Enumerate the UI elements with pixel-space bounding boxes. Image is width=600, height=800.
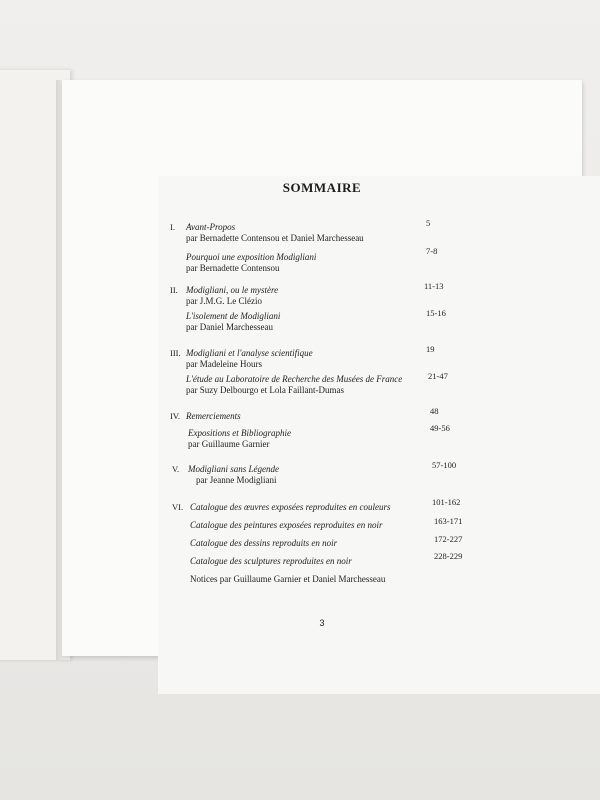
section-number: IV. bbox=[170, 411, 180, 421]
page-number: 3 bbox=[319, 618, 325, 628]
entry-author: par Madeleine Hours bbox=[186, 359, 262, 369]
entry-author: par Bernadette Contensou et Daniel Marchesseau bbox=[186, 233, 364, 243]
entry-title: Catalogue des sculptures reproduites en noir bbox=[190, 556, 352, 566]
entry-pages: 48 bbox=[430, 406, 439, 416]
entry-author: par Suzy Delbourgo et Lola Faillant-Dumas bbox=[186, 385, 345, 395]
entry-title: L'étude au Laboratoire de Recherche des Musées de France bbox=[186, 374, 403, 384]
entry-title: Avant-Propos bbox=[186, 222, 236, 232]
entry-title: Pourquoi une exposition Modigliani bbox=[186, 252, 317, 262]
entry-title: Remerciements bbox=[186, 411, 241, 421]
section-number: VI. bbox=[172, 502, 184, 512]
entry-title: Modigliani et l'analyse scientifique bbox=[186, 348, 313, 358]
entry-author: par Guillaume Garnier bbox=[188, 439, 270, 449]
entry-title: Catalogue des peintures exposées reproduites en noir bbox=[190, 520, 383, 530]
section-number: II. bbox=[170, 285, 178, 295]
notices-line: Notices par Guillaume Garnier et Daniel Marchesseau bbox=[190, 574, 386, 584]
entry-title: Modigliani sans Légende bbox=[188, 464, 279, 474]
entry-pages: 49-56 bbox=[430, 423, 450, 433]
entry-pages: 19 bbox=[426, 344, 435, 354]
entry-pages: 15-16 bbox=[426, 308, 446, 318]
entry-title: Modigliani, ou le mystère bbox=[186, 285, 279, 295]
entry-author: par Bernadette Contensou bbox=[186, 263, 280, 273]
entry-pages: 5 bbox=[426, 218, 431, 228]
entry-pages: 21-47 bbox=[428, 371, 448, 381]
entry-author: par Daniel Marchesseau bbox=[186, 322, 273, 332]
page-title: SOMMAIRE bbox=[282, 180, 362, 195]
entry-title: L'isolement de Modigliani bbox=[186, 311, 281, 321]
section-number: V. bbox=[172, 464, 180, 474]
section-number: I. bbox=[170, 222, 175, 232]
entry-author: par Jeanne Modigliani bbox=[196, 475, 277, 485]
entry-pages: 57-100 bbox=[432, 460, 457, 470]
entry-pages: 172-227 bbox=[434, 534, 463, 544]
entry-pages: 163-171 bbox=[434, 516, 463, 526]
entry-pages: 7-8 bbox=[426, 246, 438, 256]
right-page bbox=[62, 80, 582, 656]
section-number: III. bbox=[170, 348, 181, 358]
entry-pages: 101-162 bbox=[432, 497, 461, 507]
entry-title: Expositions et Bibliographie bbox=[188, 428, 291, 438]
entry-title: Catalogue des œuvres exposées reproduites en couleurs bbox=[190, 502, 391, 512]
entry-pages: 228-229 bbox=[434, 551, 463, 561]
entry-pages: 11-13 bbox=[424, 281, 444, 291]
entry-title: Catalogue des dessins reproduits en noir bbox=[190, 538, 338, 548]
entry-author: par J.M.G. Le Clézio bbox=[186, 296, 262, 306]
